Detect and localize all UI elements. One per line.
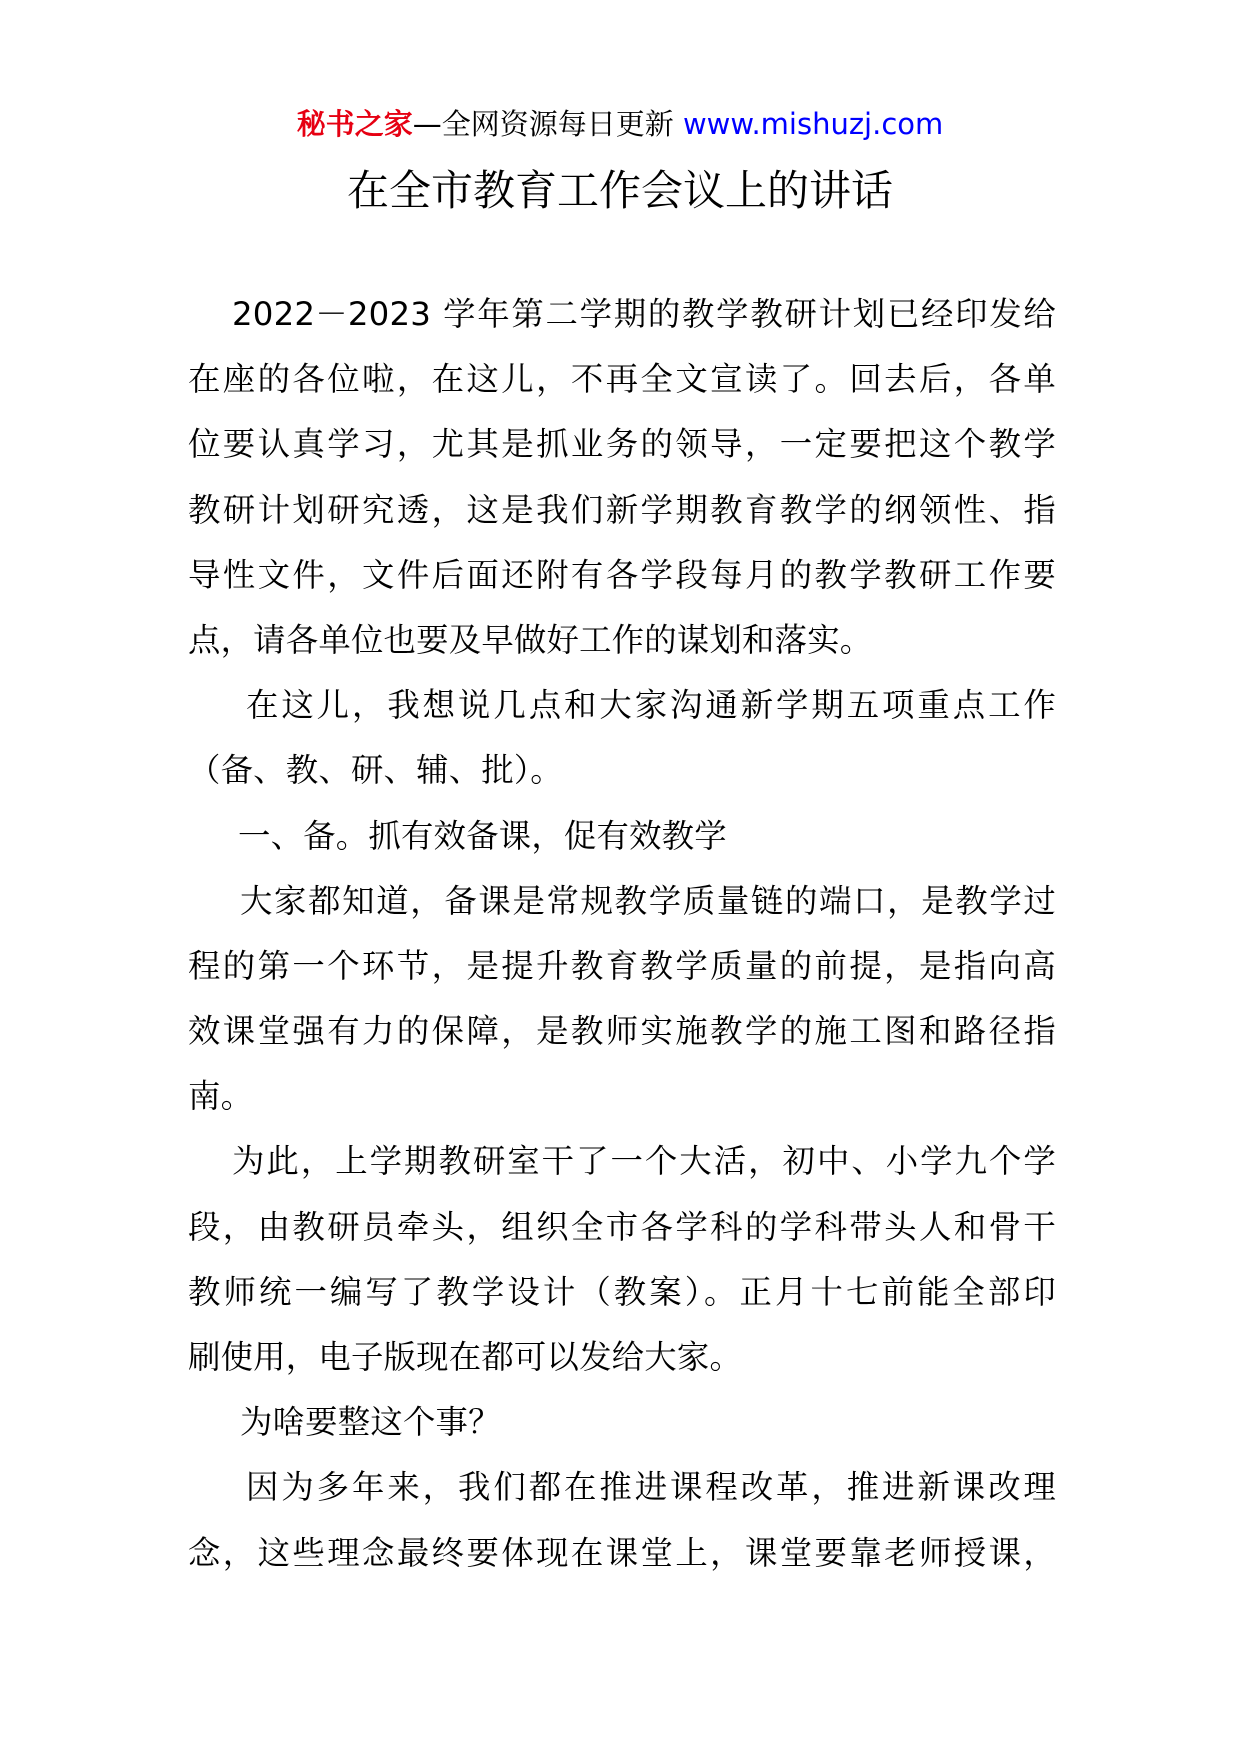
- text-line: 效课堂强有力的保障，是教师实施教学的施工图和路径指: [188, 1012, 1056, 1051]
- text-line: 因为多年来，我们都在推进课程改革，推进新课改理: [246, 1468, 1056, 1507]
- text-line: 2022－2023 学年第二学期的教学教研计划已经印发给: [232, 295, 1056, 333]
- text-line: 教研计划研究透，这是我们新学期教育教学的纲领性、指: [188, 490, 1056, 529]
- brand-name: 秘书之家: [296, 107, 413, 141]
- site-url-link[interactable]: www.mishuzj.com: [682, 107, 944, 141]
- text-line: 程的第一个环节，是提升教育教学质量的前提，是指向高: [188, 946, 1056, 985]
- text-line: 教师统一编写了教学设计（教案）。正月十七前能全部印: [188, 1272, 1056, 1311]
- text-line: 为此，上学期教研室干了一个大活，初中、小学九个学: [232, 1142, 1056, 1181]
- text-line: 一、备。抓有效备课，促有效教学: [238, 816, 727, 855]
- text-line: （备、教、研、辅、批）。: [188, 751, 563, 790]
- text-line: 南。: [188, 1077, 254, 1116]
- text-line: 念，这些理念最终要体现在课堂上，课堂要靠老师授课，: [188, 1533, 1056, 1572]
- text-line: 导性文件，文件后面还附有各学段每月的教学教研工作要: [188, 555, 1056, 594]
- text-line: 大家都知道，备课是常规教学质量链的端口，是教学过: [240, 881, 1056, 920]
- text-line: 在座的各位啦，在这儿，不再全文宣读了。回去后，各单: [188, 360, 1056, 399]
- document-body: [188, 294, 1056, 1598]
- text-line: 点，请各单位也要及早做好工作的谋划和落实。: [188, 620, 873, 659]
- site-header: [0, 104, 1240, 144]
- text-line: 位要认真学习，尤其是抓业务的领导，一定要把这个教学: [188, 425, 1056, 464]
- text-line: 在这儿，我想说几点和大家沟通新学期五项重点工作: [246, 686, 1056, 725]
- text-line: 段，由教研员牵头，组织全市各学科的学科带头人和骨干: [188, 1207, 1056, 1246]
- text-line: 刷使用，电子版现在都可以发给大家。: [188, 1338, 743, 1376]
- document-title: 在全市教育工作会议上的讲话: [346, 166, 893, 215]
- header-slogan: —全网资源每日更新: [412, 107, 674, 141]
- text-line: 为啥要整这个事？: [240, 1403, 501, 1442]
